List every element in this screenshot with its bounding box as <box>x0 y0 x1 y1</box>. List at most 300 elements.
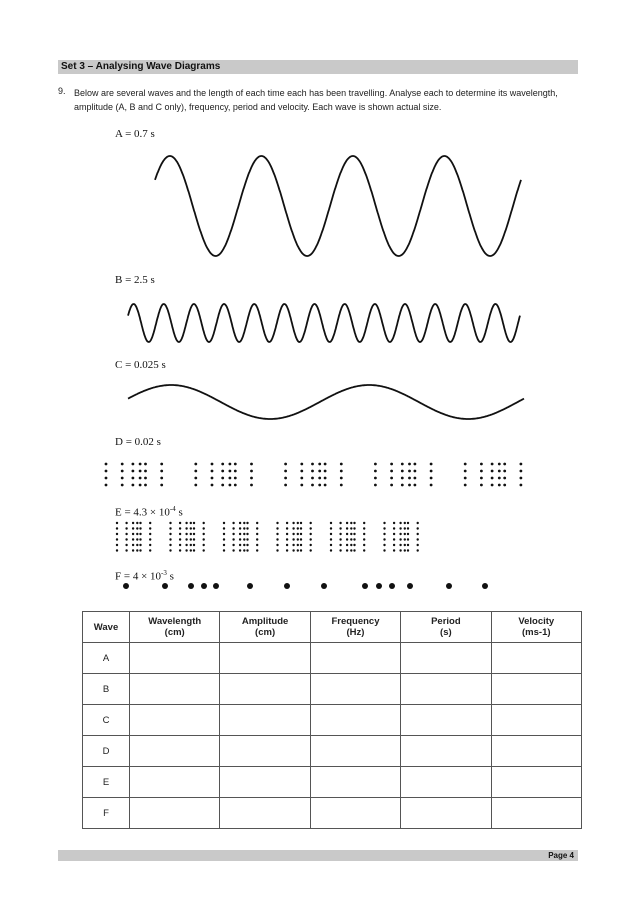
wave-e-dot <box>346 522 348 524</box>
wave-c-label: C = 0.025 s <box>115 359 166 371</box>
section-title-bar: Set 3 – Analysing Wave Diagrams <box>58 60 578 74</box>
wave-e-dot <box>169 538 171 540</box>
wave-e-dot <box>179 522 181 524</box>
wave-e-dot <box>407 522 409 524</box>
wave-e-dot <box>193 527 195 529</box>
wave-e-dot <box>339 533 341 535</box>
wave-d-dot <box>414 470 417 473</box>
wave-e-dot <box>169 544 171 546</box>
wave-e-dot <box>190 549 192 551</box>
wave-d-dot <box>284 477 287 480</box>
wave-d-dot <box>374 477 377 480</box>
wave-e-dot <box>243 549 245 551</box>
wave-e-dot <box>239 549 241 551</box>
header-wave <box>83 612 130 643</box>
header-amplitude-unit: (cm) <box>255 627 276 638</box>
table-header-row <box>83 612 582 643</box>
wave-d-label: D = 0.02 s <box>115 436 161 448</box>
wave-e-dot <box>136 538 138 540</box>
wave-f-dot <box>407 583 413 589</box>
wave-a-label: A = 0.7 s <box>115 128 155 140</box>
wave-e-dot <box>393 538 395 540</box>
wave-e-dot <box>246 549 248 551</box>
wave-e-dot <box>193 533 195 535</box>
wave-e-label-unit: s <box>175 506 183 519</box>
wave-d-dot <box>284 484 287 487</box>
wave-e-dot <box>339 527 341 529</box>
wave-d-dot <box>221 484 224 487</box>
wave-e-dot <box>149 533 151 535</box>
wave-d-dot <box>318 477 321 480</box>
velocity-cell[interactable] <box>491 767 581 798</box>
period-cell[interactable] <box>401 736 491 767</box>
header-period-label: Period <box>431 616 461 627</box>
wave-e-dot <box>276 522 278 524</box>
velocity-cell[interactable] <box>491 798 581 829</box>
wave-d-dot <box>311 477 314 480</box>
wave-e-dot <box>256 544 258 546</box>
wave-e-label-main: E = 4.3 × 10 <box>115 506 170 519</box>
wave-e-dot <box>363 549 365 551</box>
wave-f-dot <box>482 583 488 589</box>
wave-e-dot <box>383 538 385 540</box>
wave-d-dot <box>318 484 321 487</box>
wave-d-dots <box>105 463 523 487</box>
wave-e-dot <box>132 544 134 546</box>
amplitude-cell[interactable] <box>220 705 310 736</box>
wave-e-dot <box>232 544 234 546</box>
wave-d-dot <box>132 477 135 480</box>
wave-e-dot <box>125 522 127 524</box>
wave-e-dot <box>239 533 241 535</box>
wave-e-dot <box>399 533 401 535</box>
wave-d-dot <box>464 463 467 466</box>
wave-f-dot <box>446 583 452 589</box>
wave-e-dot <box>132 527 134 529</box>
wave-d-dot <box>284 470 287 473</box>
wave-d-dot <box>139 463 142 466</box>
wave-e-dot <box>297 549 299 551</box>
wave-e-dot <box>243 533 245 535</box>
wave-e-dot <box>399 538 401 540</box>
wave-e-dot <box>246 527 248 529</box>
wave-d-dot <box>300 470 303 473</box>
header-wavelength-unit: (cm) <box>164 627 185 638</box>
wave-d-dot <box>520 463 523 466</box>
wave-e-dot <box>407 549 409 551</box>
wave-d-dot <box>324 463 327 466</box>
period-cell[interactable] <box>401 705 491 736</box>
wave-e-dot <box>350 544 352 546</box>
wave-d-dot <box>160 477 163 480</box>
wave-d-dot <box>105 470 108 473</box>
wave-d-dot <box>414 477 417 480</box>
wave-f-dot <box>284 583 290 589</box>
wave-d-dot <box>300 477 303 480</box>
wave-d-dot <box>491 463 494 466</box>
wave-f-dot <box>247 583 253 589</box>
wave-e-dot <box>179 538 181 540</box>
wave-d-dot <box>464 477 467 480</box>
wave-e-dot <box>243 544 245 546</box>
wave-e-dot <box>139 527 141 529</box>
wave-d-dot <box>144 484 147 487</box>
wave-e-dot <box>139 533 141 535</box>
amplitude-cell[interactable] <box>220 736 310 767</box>
wave-e-dot <box>256 549 258 551</box>
wave-d-dot <box>144 477 147 480</box>
wave-e-dot <box>136 522 138 524</box>
wave-d-dot <box>211 477 214 480</box>
wavelength-cell[interactable] <box>130 798 220 829</box>
wave-e-dot <box>116 538 118 540</box>
wave-e-dot <box>286 533 288 535</box>
wave-e-dot <box>417 544 419 546</box>
wave-e-dot <box>203 538 205 540</box>
wave-b-label: B = 2.5 s <box>115 274 155 286</box>
wave-e-dot <box>223 549 225 551</box>
wave-d-dot <box>121 477 124 480</box>
wave-d-dot <box>498 463 501 466</box>
wave-a-curve <box>155 156 521 256</box>
wave-e-dot <box>125 549 127 551</box>
wave-e-dot <box>239 522 241 524</box>
row-wave-label: C <box>83 705 130 736</box>
wave-d-dot <box>194 470 197 473</box>
table-row <box>83 798 582 829</box>
wave-d-dot <box>250 484 253 487</box>
wave-e-dot <box>190 527 192 529</box>
wave-d-dot <box>234 477 237 480</box>
wave-d-dot <box>498 477 501 480</box>
frequency-cell[interactable] <box>310 643 400 674</box>
frequency-cell[interactable] <box>310 674 400 705</box>
wave-e-dot <box>169 549 171 551</box>
wave-e-dot <box>404 538 406 540</box>
wave-e-dot <box>169 533 171 535</box>
wave-e-dot <box>169 527 171 529</box>
header-frequency-label: Frequency <box>331 616 380 627</box>
wavelength-cell[interactable] <box>130 674 220 705</box>
wave-e-dot <box>243 522 245 524</box>
wave-e-dot <box>292 549 294 551</box>
wave-e-dot <box>169 522 171 524</box>
table-row <box>83 674 582 705</box>
wave-e-dot <box>185 522 187 524</box>
table-row <box>83 767 582 798</box>
wave-e-dot <box>383 533 385 535</box>
wave-e-dot <box>203 549 205 551</box>
wave-e-dot <box>232 549 234 551</box>
wave-d-dot <box>144 470 147 473</box>
wave-e-dot <box>193 522 195 524</box>
wave-e-dot <box>393 544 395 546</box>
wave-e-dot <box>246 533 248 535</box>
header-period <box>401 612 491 643</box>
wave-e-dot <box>190 544 192 546</box>
wave-d-dot <box>401 477 404 480</box>
wave-e-dot <box>185 533 187 535</box>
wave-e-dot <box>286 544 288 546</box>
wave-f-dot <box>188 583 194 589</box>
wave-d-dot <box>520 484 523 487</box>
wave-d-dot <box>340 470 343 473</box>
wave-d-dot <box>340 484 343 487</box>
wave-e-dot <box>246 538 248 540</box>
wave-e-dot <box>149 527 151 529</box>
wave-d-dot <box>464 484 467 487</box>
wave-e-dot <box>132 533 134 535</box>
wave-e-dot <box>330 538 332 540</box>
wave-e-dot <box>292 538 294 540</box>
wave-e-dot <box>286 549 288 551</box>
wave-e-dot <box>346 527 348 529</box>
wave-e-dot <box>125 527 127 529</box>
wave-e-dot <box>125 533 127 535</box>
wave-d-dot <box>311 463 314 466</box>
wave-e-dot <box>276 527 278 529</box>
wave-e-dot <box>310 533 312 535</box>
wave-e-dot <box>179 544 181 546</box>
header-frequency-unit: (Hz) <box>346 627 365 638</box>
wave-e-dot <box>239 527 241 529</box>
wave-e-dot <box>256 522 258 524</box>
wave-e-dot <box>383 527 385 529</box>
wave-f-dot <box>321 583 327 589</box>
wave-d-dot <box>139 477 142 480</box>
wave-d-dot <box>311 484 314 487</box>
wave-e-dot <box>350 522 352 524</box>
wave-d-dot <box>503 463 506 466</box>
wave-d-dot <box>374 470 377 473</box>
wave-e-dot <box>417 549 419 551</box>
wave-e-dot <box>276 538 278 540</box>
wave-e-dot <box>310 549 312 551</box>
wave-d-dot <box>221 463 224 466</box>
wave-d-dot <box>221 477 224 480</box>
wave-e-dot <box>310 527 312 529</box>
wave-e-dot <box>350 533 352 535</box>
wave-e-dot <box>125 544 127 546</box>
wave-e-dot <box>193 538 195 540</box>
wave-f-dot <box>362 583 368 589</box>
wave-d-dot <box>160 463 163 466</box>
wave-e-dot <box>256 538 258 540</box>
wave-e-dot <box>232 527 234 529</box>
wave-e-dot <box>297 544 299 546</box>
frequency-cell[interactable] <box>310 705 400 736</box>
wave-e-dot <box>116 527 118 529</box>
frequency-cell[interactable] <box>310 767 400 798</box>
velocity-cell[interactable] <box>491 643 581 674</box>
table-row <box>83 705 582 736</box>
wave-d-dot <box>324 477 327 480</box>
wave-d-dot <box>250 463 253 466</box>
wave-d-dot <box>374 484 377 487</box>
wave-d-dot <box>121 470 124 473</box>
wave-e-dot <box>139 544 141 546</box>
wave-e-dot <box>276 544 278 546</box>
question-number: 9. <box>58 86 66 96</box>
wave-d-dot <box>211 484 214 487</box>
wave-e-dot <box>297 527 299 529</box>
wave-d-dot <box>121 463 124 466</box>
wave-e-dot <box>125 538 127 540</box>
wave-e-dot <box>292 533 294 535</box>
wave-d-dot <box>105 484 108 487</box>
amplitude-cell[interactable] <box>220 767 310 798</box>
wave-d-dot <box>160 470 163 473</box>
wave-e-dot <box>297 533 299 535</box>
wave-e-dot <box>185 549 187 551</box>
wave-d-dot <box>498 484 501 487</box>
wave-e-dot <box>330 527 332 529</box>
wave-d-dot <box>132 463 135 466</box>
wave-e-dot <box>149 544 151 546</box>
wave-e-dot <box>136 527 138 529</box>
header-amplitude-label: Amplitude <box>241 616 289 627</box>
period-cell[interactable] <box>401 798 491 829</box>
wave-d-dot <box>105 477 108 480</box>
wave-e-dot <box>404 527 406 529</box>
wavelength-cell[interactable] <box>130 736 220 767</box>
wave-d-dot <box>324 470 327 473</box>
wave-e-dot <box>399 549 401 551</box>
wave-e-dot <box>132 538 134 540</box>
wave-e-dot <box>193 544 195 546</box>
period-cell[interactable] <box>401 643 491 674</box>
header-amplitude <box>220 612 310 643</box>
wave-e-dot <box>297 538 299 540</box>
wave-e-dot <box>339 549 341 551</box>
wave-d-dot <box>318 470 321 473</box>
wave-e-dot <box>417 538 419 540</box>
wave-e-dot <box>292 544 294 546</box>
table-row <box>83 736 582 767</box>
row-wave-label: B <box>83 674 130 705</box>
period-cell[interactable] <box>401 767 491 798</box>
wave-e-dot <box>136 544 138 546</box>
wave-d-dot <box>390 463 393 466</box>
wave-e-dot <box>330 549 332 551</box>
wave-e-dot <box>185 544 187 546</box>
wave-e-dot <box>203 527 205 529</box>
wave-e-dot <box>203 522 205 524</box>
wave-d-dot <box>132 484 135 487</box>
header-velocity-unit: (ms-1) <box>522 627 551 638</box>
wave-e-dot <box>203 533 205 535</box>
wave-e-dot <box>292 522 294 524</box>
wave-d-dot <box>300 463 303 466</box>
wave-d-dot <box>374 463 377 466</box>
frequency-cell[interactable] <box>310 736 400 767</box>
wave-e-dot <box>407 544 409 546</box>
wave-e-dot <box>292 527 294 529</box>
wave-e-dot <box>179 527 181 529</box>
wave-b-curve <box>128 304 520 342</box>
wave-e-dot <box>223 527 225 529</box>
wave-e-dot <box>136 549 138 551</box>
wave-d-dot <box>250 470 253 473</box>
amplitude-cell[interactable] <box>220 643 310 674</box>
wave-e-dot <box>346 538 348 540</box>
wave-d-dot <box>229 477 232 480</box>
wave-f-dot <box>123 583 129 589</box>
wave-e-dot <box>399 522 401 524</box>
wave-e-dot <box>346 544 348 546</box>
row-wave-label: E <box>83 767 130 798</box>
wave-d-dot <box>121 484 124 487</box>
wave-d-dot <box>480 477 483 480</box>
wavelength-cell[interactable] <box>130 705 220 736</box>
wave-e-dot <box>350 538 352 540</box>
wave-f-dots <box>123 583 488 589</box>
wave-d-dot <box>318 463 321 466</box>
wave-e-dot <box>276 533 278 535</box>
frequency-cell[interactable] <box>310 798 400 829</box>
wave-e-dot <box>404 533 406 535</box>
wave-d-dot <box>250 477 253 480</box>
wave-d-dot <box>340 463 343 466</box>
wave-e-dot <box>417 533 419 535</box>
wave-e-dot <box>300 549 302 551</box>
wave-d-dot <box>520 470 523 473</box>
wave-d-dot <box>139 470 142 473</box>
wave-e-dot <box>339 522 341 524</box>
header-wavelength <box>130 612 220 643</box>
wave-e-dot <box>223 544 225 546</box>
header-velocity-label: Velocity <box>518 616 555 627</box>
velocity-cell[interactable] <box>491 736 581 767</box>
wave-f-dot <box>376 583 382 589</box>
wave-e-dot <box>190 533 192 535</box>
velocity-cell[interactable] <box>491 705 581 736</box>
wavelength-cell[interactable] <box>130 643 220 674</box>
wave-e-dot <box>404 549 406 551</box>
wave-e-dot <box>300 538 302 540</box>
header-frequency <box>310 612 400 643</box>
wave-f-label-unit: s <box>166 570 174 583</box>
wave-e-dot <box>297 522 299 524</box>
wave-e-dot <box>300 544 302 546</box>
amplitude-cell[interactable] <box>220 798 310 829</box>
wave-e-dot <box>350 527 352 529</box>
period-cell[interactable] <box>401 674 491 705</box>
wave-d-dot <box>234 470 237 473</box>
wave-f-dot <box>162 583 168 589</box>
wave-d-dot <box>430 463 433 466</box>
amplitude-cell[interactable] <box>220 674 310 705</box>
wave-d-dot <box>503 470 506 473</box>
wave-e-dot <box>339 544 341 546</box>
wave-d-dot <box>491 477 494 480</box>
wave-e-dot <box>383 544 385 546</box>
answers-table <box>82 611 582 829</box>
wave-d-dot <box>480 484 483 487</box>
wave-d-dot <box>340 477 343 480</box>
wave-e-dot <box>417 527 419 529</box>
wavelength-cell[interactable] <box>130 767 220 798</box>
wave-d-dot <box>390 477 393 480</box>
wave-e-dot <box>179 533 181 535</box>
wave-d-dot <box>503 484 506 487</box>
velocity-cell[interactable] <box>491 674 581 705</box>
wave-d-dot <box>105 463 108 466</box>
wave-d-dot <box>300 484 303 487</box>
wave-e-dot <box>353 549 355 551</box>
wave-d-dot <box>132 470 135 473</box>
wave-e-dot <box>330 544 332 546</box>
